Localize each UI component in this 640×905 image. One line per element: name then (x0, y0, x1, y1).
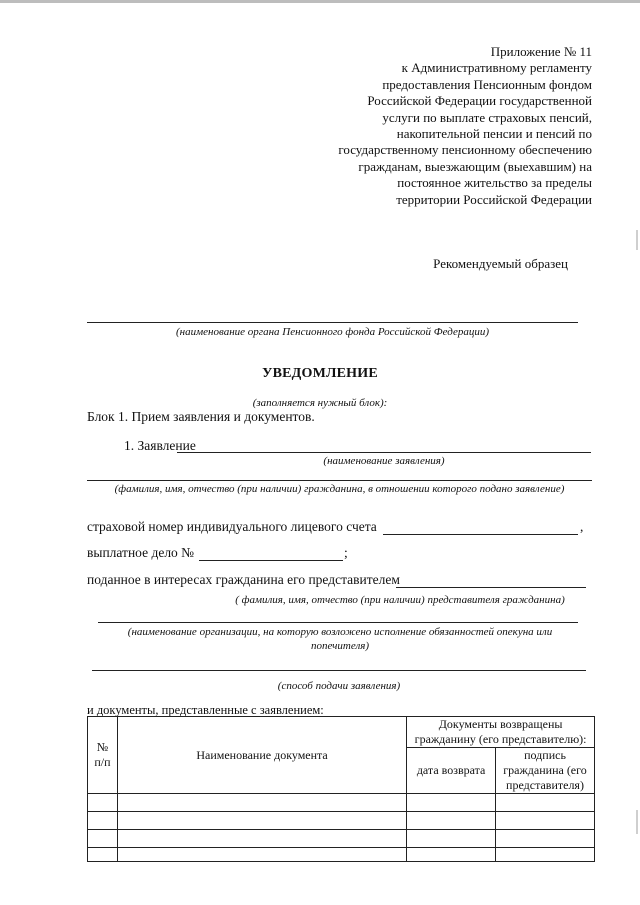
header-number-line2: п/п (94, 755, 111, 769)
annex-line: постоянное жительство за пределы (397, 175, 592, 191)
table-cell[interactable] (496, 830, 595, 848)
header-signature (496, 748, 595, 794)
annex-line: к Административному регламенту (401, 60, 592, 76)
payment-case-tail: ; (344, 545, 348, 560)
annex-line: гражданам, выезжающим (выехавшим) на (358, 158, 592, 174)
table-cell[interactable] (117, 848, 406, 862)
block1-heading: Блок 1. Прием заявления и документов. (87, 409, 315, 424)
scan-top-edge (0, 0, 640, 3)
table-cell[interactable] (496, 812, 595, 830)
table-cell[interactable] (88, 830, 118, 848)
sample-label: Рекомендуемый образец (433, 256, 568, 271)
application-label: 1. Заявление (124, 438, 196, 453)
annex-line: услуги по выплате страховых пенсий, (382, 109, 592, 125)
documents-intro: и документы, представленные с заявлением: (87, 703, 324, 717)
scan-edge-mark (636, 230, 638, 250)
guardian-org-caption: (наименование организации, на которую возложено исполнение обязанностей опекуна или (127, 626, 553, 638)
annex-header (322, 44, 592, 208)
representative-caption: ( фамилия, имя, отчество (при наличии) представителя гражданина) (235, 594, 565, 606)
header-returned-line2: гражданину (его представителю): (414, 732, 587, 746)
table-cell[interactable] (88, 812, 118, 830)
table-cell[interactable] (88, 848, 118, 862)
snils-label: страховой номер индивидуального лицевого счета (87, 519, 377, 534)
header-signature-line3: представителя) (506, 778, 584, 792)
annex-line: предоставления Пенсионным фондом (382, 76, 592, 92)
citizen-name-caption: (фамилия, имя, отчество (при наличии) гражданина, в отношении которого подано заявление) (114, 483, 565, 495)
annex-line: Приложение № 11 (490, 44, 592, 59)
representative-field[interactable] (396, 587, 586, 588)
documents-table (87, 716, 595, 862)
annex-line: территории Российской Федерации (396, 191, 592, 207)
payment-case-field[interactable] (199, 560, 343, 561)
scan-edge-mark (636, 810, 638, 834)
table-cell[interactable] (407, 812, 496, 830)
table-cell[interactable] (117, 830, 406, 848)
header-number (88, 717, 118, 794)
table-row (88, 830, 595, 848)
org-name-field[interactable] (87, 322, 578, 323)
annex-line: государственному пенсионному обеспечению (338, 142, 592, 158)
guardian-org-field[interactable] (98, 622, 578, 623)
application-name-field[interactable] (177, 452, 591, 453)
table-row (88, 848, 595, 862)
representative-label: поданное в интересах гражданина его представителем (87, 572, 400, 587)
citizen-name-field[interactable] (87, 480, 592, 481)
table-cell[interactable] (496, 848, 595, 862)
org-name-caption: (наименование органа Пенсионного фонда Российской Федерации) (176, 326, 489, 338)
fill-hint: (заполняется нужный блок): (252, 397, 388, 409)
header-returned-line1: Документы возвращены (438, 717, 563, 731)
table-cell[interactable] (407, 848, 496, 862)
table-cell[interactable] (88, 794, 118, 812)
table-cell[interactable] (117, 812, 406, 830)
header-document-name: Наименование документа (117, 717, 406, 794)
header-return-date: дата возврата (407, 748, 496, 794)
table-cell[interactable] (117, 794, 406, 812)
header-returned (407, 717, 595, 748)
document-title: УВЕДОМЛЕНИЕ (262, 366, 378, 381)
header-number-line1: № (96, 740, 109, 754)
header-signature-line2: гражданина (его (503, 763, 587, 777)
application-name-caption: (наименование заявления) (323, 455, 445, 467)
payment-case-label: выплатное дело № (87, 545, 195, 560)
submission-method-field[interactable] (92, 670, 586, 671)
header-signature-line1: подпись (524, 748, 566, 762)
table-row (88, 812, 595, 830)
table-cell[interactable] (407, 830, 496, 848)
table-row (88, 794, 595, 812)
snils-field[interactable] (383, 534, 578, 535)
submission-method-caption: (способ подачи заявления) (277, 680, 401, 692)
table-cell[interactable] (496, 794, 595, 812)
annex-line: накопительной пенсии и пенсий по (396, 126, 592, 142)
table-cell[interactable] (407, 794, 496, 812)
annex-line: Российской Федерации государственной (367, 93, 592, 109)
guardian-org-caption-cont: попечителя) (310, 640, 370, 652)
snils-tail: , (580, 519, 584, 534)
